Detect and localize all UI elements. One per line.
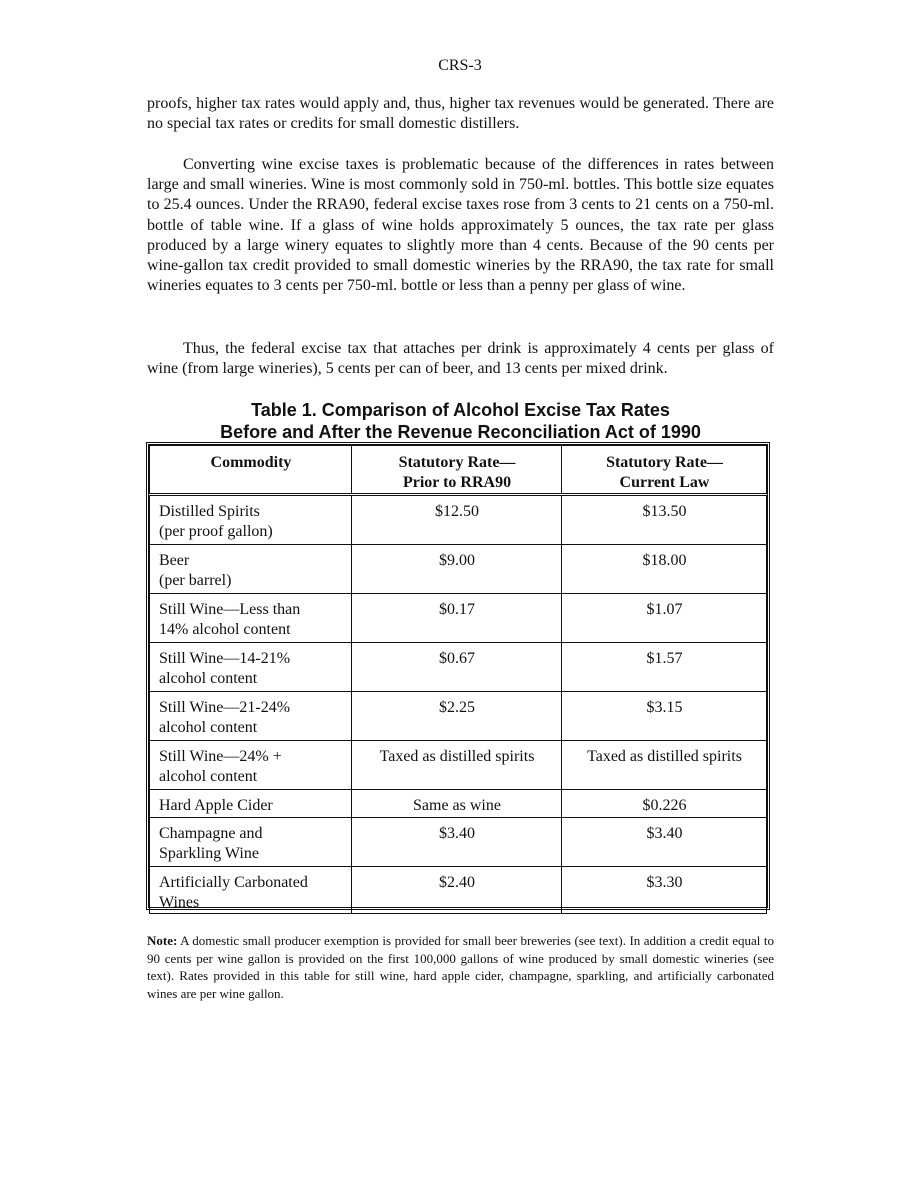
commodity-line-1: Beer <box>159 552 190 569</box>
header-commodity <box>150 446 352 495</box>
tax-rates-table-frame <box>146 442 770 910</box>
tax-rates-table <box>149 445 767 914</box>
commodity-line-2: Sparkling Wine <box>159 845 259 862</box>
commodity-line-1: Distilled Spirits <box>159 503 260 520</box>
page-header: CRS-3 <box>438 57 482 74</box>
paragraph-1: proofs, higher tax rates would apply and, thus, higher tax revenues would be generated. There are no special tax rates or credits for small domestic distillers. <box>147 95 774 133</box>
commodity-cell <box>150 643 352 692</box>
commodity-cell <box>150 692 352 741</box>
current-rate-cell: $18.00 <box>562 545 767 594</box>
table-row <box>150 594 767 643</box>
note-label: Note: <box>147 933 178 948</box>
table-title <box>147 400 774 443</box>
paragraph-2: Converting wine excise taxes is problematic because of the differences in rates between large and small wineries. Wine is most commonly sold in 750-ml. bottles. This bottle size equates to 25.4 ounces. Under the RRA90, federal excise taxes rose from 3 cents to 21 cents on a 750-ml. bottle of table wine. If a glass of wine holds approximately 5 ounces, the tax rate per glass produced by a large winery equates to slightly more than 4 cents. Because of the 90 cents per wine-gallon tax credit provided to small domestic wineries by the RRA90, the tax rate for small wineries equates to 3 cents per 750-ml. bottle or less than a penny per glass of wine. <box>147 156 774 295</box>
commodity-cell <box>150 790 352 818</box>
table-row <box>150 643 767 692</box>
commodity-line-2: alcohol content <box>159 670 258 687</box>
table-row <box>150 741 767 790</box>
table-title-line-2: Before and After the Revenue Reconciliation Act of 1990 <box>220 421 701 442</box>
commodity-cell <box>150 867 352 914</box>
table-row <box>150 692 767 741</box>
commodity-line-1: Still Wine—21-24% <box>159 699 291 716</box>
current-rate-cell: $1.07 <box>562 594 767 643</box>
table-row <box>150 818 767 867</box>
table-row <box>150 790 767 818</box>
header-current-line-1: Statutory Rate— <box>606 454 723 471</box>
prior-rate-cell: $2.40 <box>352 867 562 914</box>
prior-rate-cell: $12.50 <box>352 495 562 545</box>
header-prior-line-2: Prior to RRA90 <box>402 474 512 491</box>
table-title-line-1: Table 1. Comparison of Alcohol Excise Tax Rates <box>251 400 670 420</box>
current-rate-cell: $3.15 <box>562 692 767 741</box>
table-header-row <box>150 446 767 495</box>
commodity-line-1: Artificially Carbonated <box>159 874 308 891</box>
commodity-line-1: Still Wine—14-21% <box>159 650 291 667</box>
commodity-line-1: Still Wine—24% + <box>159 748 282 765</box>
current-rate-cell: $0.226 <box>562 790 767 818</box>
prior-rate-cell: $2.25 <box>352 692 562 741</box>
header-current-line-2: Current Law <box>619 474 710 491</box>
prior-rate-cell: Taxed as distilled spirits <box>352 741 562 790</box>
commodity-cell <box>150 594 352 643</box>
commodity-line-1: Champagne and <box>159 825 263 842</box>
commodity-line-1: Still Wine—Less than <box>159 601 301 618</box>
current-rate-cell: Taxed as distilled spirits <box>562 741 767 790</box>
table-row <box>150 545 767 594</box>
commodity-line-2: 14% alcohol content <box>159 621 291 638</box>
header-current-rate <box>562 446 767 495</box>
commodity-line-1: Hard Apple Cider <box>159 797 273 814</box>
current-rate-cell: $3.40 <box>562 818 767 867</box>
commodity-line-2: (per proof gallon) <box>159 523 273 540</box>
commodity-line-2: Wines <box>159 894 200 911</box>
paragraph-3: Thus, the federal excise tax that attaches per drink is approximately 4 cents per glass of wine (from large wineries), 5 cents per can of beer, and 13 cents per mixed drink. <box>147 340 774 378</box>
header-prior-line-1: Statutory Rate— <box>398 454 516 471</box>
prior-rate-cell: $0.67 <box>352 643 562 692</box>
header-prior-rate <box>352 446 562 495</box>
current-rate-cell: $13.50 <box>562 495 767 545</box>
table-row <box>150 867 767 914</box>
prior-rate-cell: Same as wine <box>352 790 562 818</box>
table-row <box>150 495 767 545</box>
commodity-line-2: alcohol content <box>159 719 258 736</box>
commodity-cell <box>150 545 352 594</box>
table-note <box>147 932 774 1002</box>
header-commodity-label: Commodity <box>210 454 292 471</box>
prior-rate-cell: $9.00 <box>352 545 562 594</box>
current-rate-cell: $1.57 <box>562 643 767 692</box>
commodity-cell <box>150 741 352 790</box>
commodity-line-2: alcohol content <box>159 768 258 785</box>
commodity-line-2: (per barrel) <box>159 572 232 589</box>
commodity-cell <box>150 818 352 867</box>
note-text: A domestic small producer exemption is provided for small beer breweries (see text). In addition a credit equal to 90 cents per wine gallon is provided on the first 100,000 gallons of wine produced by small domestic wineries (see text). Rates provided in this table for still wine, hard apple cider, champagne, sparkling, and artificially carbonated wines are per wine gallon. <box>147 933 774 1001</box>
commodity-cell <box>150 495 352 545</box>
prior-rate-cell: $3.40 <box>352 818 562 867</box>
prior-rate-cell: $0.17 <box>352 594 562 643</box>
current-rate-cell: $3.30 <box>562 867 767 914</box>
